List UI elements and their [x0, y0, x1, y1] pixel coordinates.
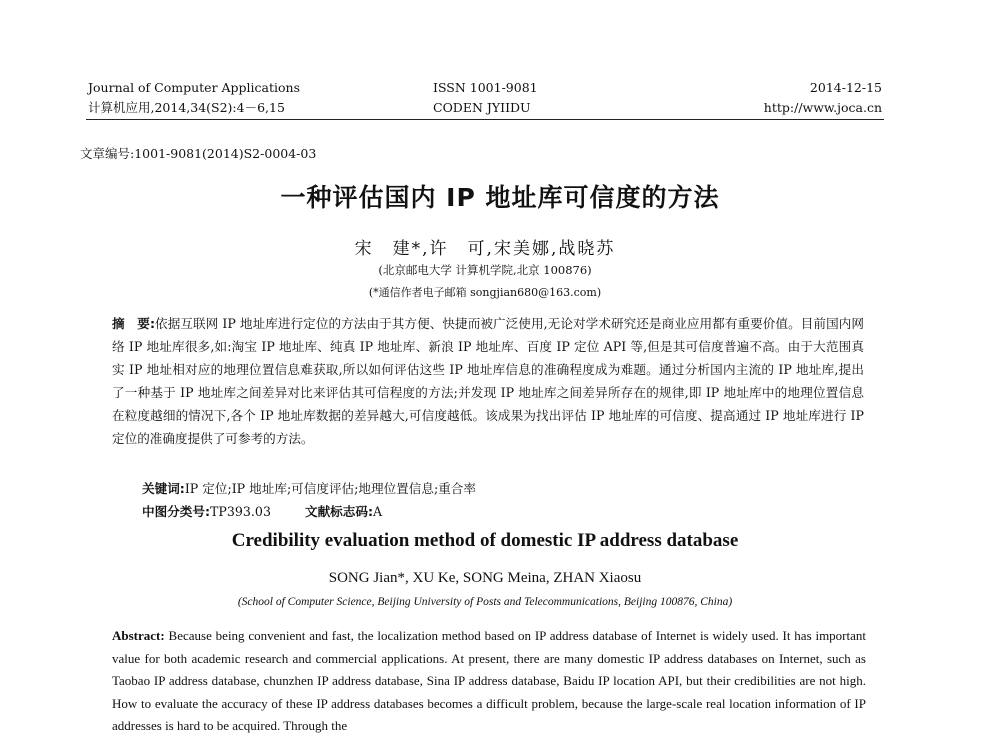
affiliation-en: (School of Computer Science, Beijing University of Posts and Telecommunications, Beijing 100876, China)	[237, 596, 733, 608]
keywords-text: IP 定位;IP 地址库;可信度评估;地理位置信息;重合率	[184, 481, 476, 496]
abstract-en	[112, 625, 866, 738]
abstract-cn-text: 依据互联网 IP 地址库进行定位的方法由于其方便、快捷而被广泛使用,无论对学术研究还是商业应用都有重要价值。目前国内网络 IP 地址库很多,如:淘宝 IP 地址库、纯真 IP 地址库、新浪 IP 地址库、百度 IP 定位 API 等,但是其可信度普遍不高。由于大范围真实 IP 地址相对应的地理位置信息难获取,所以如何评估这些 IP 地址库信息的准确程度成为难题。通过分析国内主流的 IP 地址库,提出了一种基于 IP 地址库之间差异对比来评估其可信程度的方法;并发现 IP 地址库之间差异所存在的规律,即 IP 地址库中的地理位置信息在粒度越细的情况下,各个 IP 地址库数据的差异越大,可信度越低。该成果为找出评估 IP 地址库的可信度、提高通过 IP 地址库进行 IP 定位的准确度提供了可参考的方法。	[112, 316, 864, 446]
journal-url: http://www.joca.cn	[763, 100, 882, 115]
coden: CODEN JYIIDU	[433, 100, 531, 115]
issn: ISSN 1001-9081	[433, 80, 538, 95]
affiliation-cn: (北京邮电大学 计算机学院,北京 100876)	[378, 263, 592, 277]
classification-line	[142, 501, 382, 520]
header-divider	[86, 119, 884, 120]
journal-citation-cn: 计算机应用,2014,34(S2):4－6,15	[88, 100, 285, 115]
keywords-label: 关键词:	[142, 481, 185, 496]
journal-header-center	[433, 78, 538, 118]
abstract-cn	[112, 312, 864, 450]
classification-code: TP393.03	[210, 504, 271, 519]
corresponding-email-cn: (*通信作者电子邮箱 songjian680@163.com)	[368, 286, 602, 299]
authors-cn: 宋 建*,许 可,宋美娜,战晓苏	[354, 239, 616, 259]
abstract-en-label: Abstract:	[112, 628, 165, 643]
abstract-en-text: Because being convenient and fast, the localization method based on IP address database of Internet is widely used. It has important value for both academic research and commercial applications. At present, there are many domestic IP address databases on Internet, such as Taobao IP address database, chunzhen IP address database, Sina IP address database, Baidu IP location API, but their credibilities are not high. How to evaluate the accuracy of these IP address databases becomes a difficult problem, because the large-scale real location information of IP addresses is hard to be acquired. Through the	[112, 628, 866, 733]
paper-title-cn: 一种评估国内 IP 地址库可信度的方法	[280, 183, 720, 212]
journal-header-right	[764, 78, 882, 118]
authors-en: SONG Jian*, XU Ke, SONG Meina, ZHAN Xiaosu	[328, 570, 642, 586]
publish-date: 2014-12-15	[809, 80, 882, 95]
classification-label: 中图分类号:	[142, 504, 211, 519]
paper-title-en: Credibility evaluation method of domestic IP address database	[231, 530, 739, 551]
keywords-cn	[142, 478, 476, 497]
journal-name-en: Journal of Computer Applications	[88, 80, 301, 95]
article-number: 文章编号:1001-9081(2014)S2-0004-03	[80, 146, 317, 161]
document-code-label: 文献标志码:	[304, 504, 373, 519]
journal-header-left	[88, 78, 300, 118]
document-code: A	[372, 504, 383, 519]
abstract-cn-label: 摘 要:	[112, 316, 155, 331]
